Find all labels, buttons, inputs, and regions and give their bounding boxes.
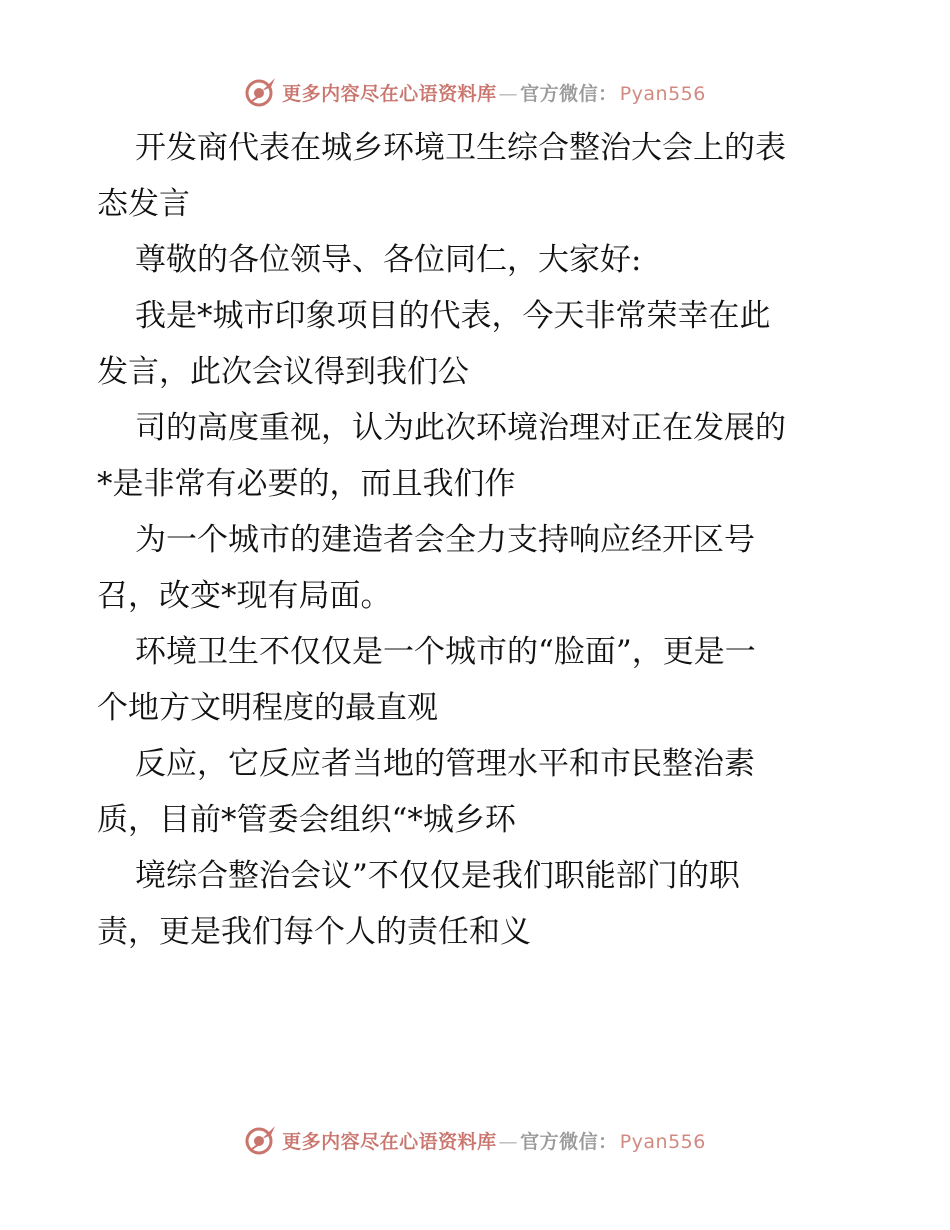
quill-logo-icon (244, 1123, 278, 1157)
watermark-wechat-id: Pyan556 (619, 82, 706, 105)
quill-logo-icon (244, 75, 278, 109)
watermark-separator: — (498, 82, 519, 105)
text-line: 开发商代表在城乡环境卫生综合整治大会上的表 (135, 130, 786, 166)
document-body (97, 120, 857, 960)
text-line: *是非常有必要的，而且我们作 (97, 466, 516, 502)
text-line: 态发言 (97, 186, 190, 222)
header-watermark (0, 72, 950, 112)
watermark-official-label: 官方微信： (520, 82, 618, 105)
text-line: 质，目前*管委会组织“*城乡环 (97, 802, 516, 838)
text-line: 召，改变*现有局面。 (97, 578, 392, 614)
watermark-text: 更多内容尽在心语资料库 (282, 82, 497, 105)
text-line: 我是*城市印象项目的代表，今天非常荣幸在此 (135, 298, 771, 334)
watermark-official-label: 官方微信： (520, 1130, 618, 1153)
watermark-wechat-id: Pyan556 (619, 1130, 706, 1153)
watermark-separator: — (498, 1130, 519, 1153)
text-line: 责，更是我们每个人的责任和义 (97, 914, 531, 950)
watermark-text: 更多内容尽在心语资料库 (282, 1130, 497, 1153)
text-line: 个地方文明程度的最直观 (97, 690, 438, 726)
text-line: 反应，它反应者当地的管理水平和市民整治素 (135, 746, 755, 782)
text-line: 境综合整治会议”不仅仅是我们职能部门的职 (135, 858, 740, 894)
text-line: 尊敬的各位领导、各位同仁，大家好: (135, 242, 642, 278)
text-line: 环境卫生不仅仅是一个城市的“脸面”，更是一 (135, 634, 756, 670)
text-line: 为一个城市的建造者会全力支持响应经开区号 (135, 522, 755, 558)
text-line: 发言，此次会议得到我们公 (97, 354, 469, 390)
text-line: 司的高度重视，认为此次环境治理对正在发展的 (135, 410, 786, 446)
footer-watermark (0, 1120, 950, 1160)
